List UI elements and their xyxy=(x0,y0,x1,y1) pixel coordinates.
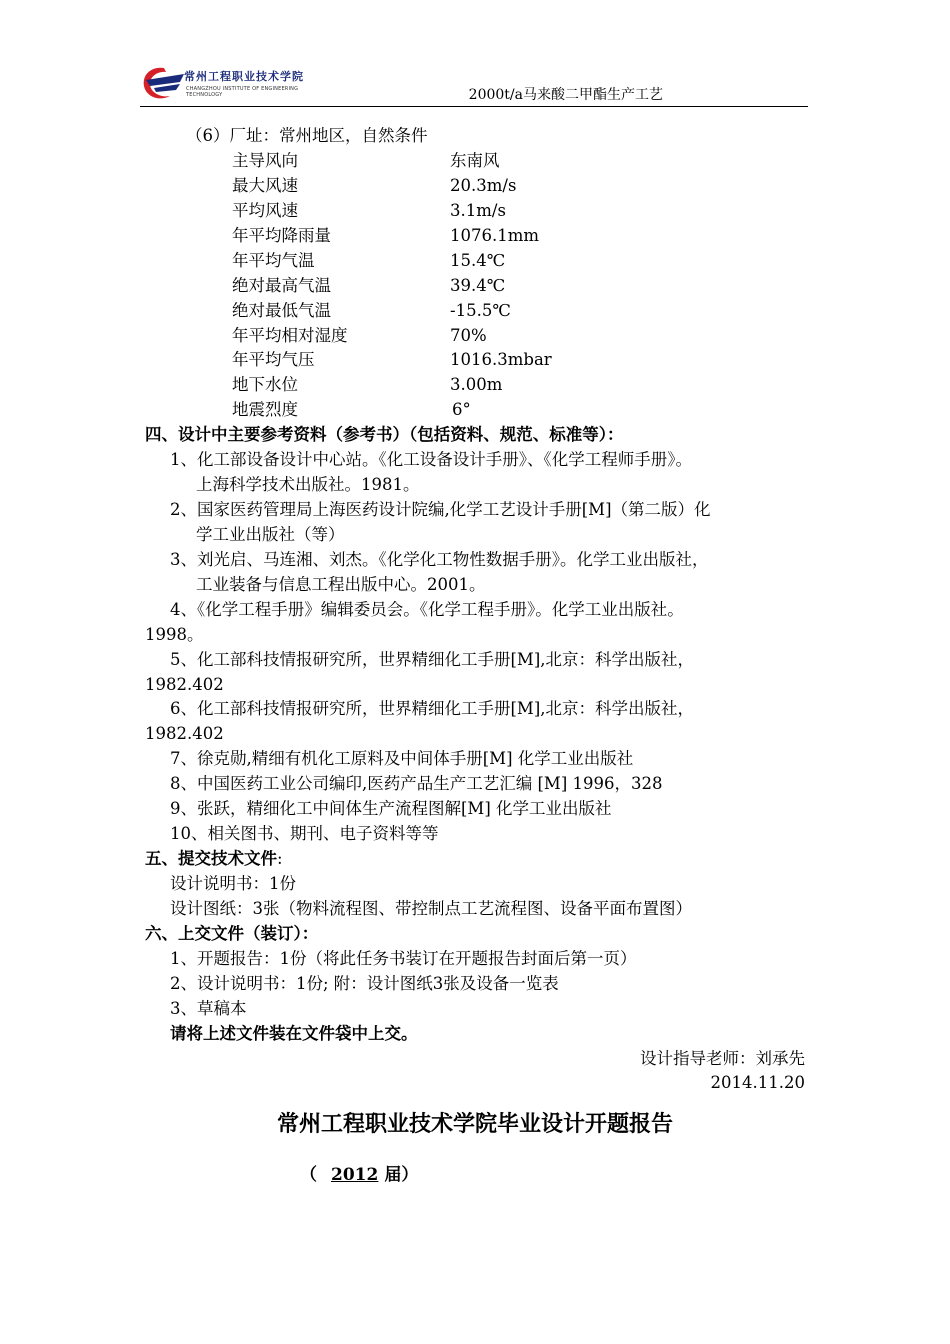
climate-value: 39.4℃ xyxy=(450,276,506,295)
reference-line: 学工业出版社（等） xyxy=(196,525,345,544)
climate-value: 20.3m/s xyxy=(450,176,517,195)
logo-chinese-text: 常州工程职业技术学院 xyxy=(184,70,304,83)
advisor-signature: 设计指导老师：刘承先 xyxy=(640,1049,805,1068)
climate-value: 6° xyxy=(452,400,471,419)
deliverable-line: 设计说明书：1份 xyxy=(170,874,296,893)
reference-line: 3、刘光启、马连湘、刘杰。《化学化工物性数据手册》。化学工业出版社， xyxy=(170,550,709,569)
submission-line: 3、草稿本 xyxy=(170,999,247,1018)
climate-value: 东南风 xyxy=(450,151,500,170)
reference-line: 4、《化学工程手册》编辑委员会。《化学工程手册》。化学工业出版社。 xyxy=(170,600,684,619)
climate-label: 年平均气温 xyxy=(232,251,315,270)
logo-english-text: CHANGZHOU INSTITUTE OF ENGINEERING TECHNOLOGY xyxy=(186,86,299,98)
header-title: 2000t/a马来酸二甲酯生产工艺 xyxy=(468,87,663,103)
climate-label: 年平均相对湿度 xyxy=(232,326,348,345)
climate-label: 平均风速 xyxy=(232,201,298,220)
institute-logo xyxy=(140,62,310,104)
year-open-paren: （ xyxy=(300,1165,317,1185)
climate-value: 3.00m xyxy=(450,375,503,394)
submission-line: 1、开题报告：1份（将此任务书装订在开题报告封面后第一页） xyxy=(170,949,637,968)
deliverable-line: 设计图纸：3张（物料流程图、带控制点工艺流程图、设备平面布置图） xyxy=(170,899,692,918)
report-title: 常州工程职业技术学院毕业设计开题报告 xyxy=(276,1112,673,1137)
submission-line: 2、设计说明书：1份; 附：设计图纸3张及设备一览表 xyxy=(170,974,559,993)
climate-label: 年平均气压 xyxy=(232,350,315,369)
site-heading: （6）厂址：常州地区，自然条件 xyxy=(186,126,428,145)
reference-line: 7、徐克勋,精细有机化工原料及中间体手册[M] 化学工业出版社 xyxy=(170,749,634,768)
climate-label: 绝对最高气温 xyxy=(232,276,331,295)
year-suffix: 届） xyxy=(384,1165,419,1185)
reference-line: 1998。 xyxy=(145,625,204,644)
reference-line: 工业装备与信息工程出版中心。2001。 xyxy=(196,575,486,594)
page-header xyxy=(140,62,808,107)
signature-date: 2014.11.20 xyxy=(710,1073,805,1092)
climate-label: 最大风速 xyxy=(232,176,298,195)
reference-line: 1982.402 xyxy=(145,675,224,694)
section-heading-submission: 六、上交文件（装订）： xyxy=(145,924,319,943)
reference-line: 8、中国医药工业公司编印,医药产品生产工艺汇编 [M] 1996，328 xyxy=(170,774,663,793)
climate-label: 年平均降雨量 xyxy=(232,226,331,245)
climate-label: 地震烈度 xyxy=(232,400,298,419)
submission-note: 请将上述文件装在文件袋中上交。 xyxy=(170,1024,418,1043)
reference-line: 1982.402 xyxy=(145,724,224,743)
climate-value: 3.1m/s xyxy=(450,201,506,220)
climate-value: 15.4℃ xyxy=(450,251,506,270)
climate-label: 绝对最低气温 xyxy=(232,301,331,320)
year-value: 2012 xyxy=(331,1165,379,1185)
reference-line: 上海科学技术出版社。1981。 xyxy=(196,475,420,494)
climate-label: 地下水位 xyxy=(232,375,298,394)
reference-line: 6、化工部科技情报研究所，世界精细化工手册[M],北京：科学出版社， xyxy=(170,699,695,718)
section-heading-text: 五、提交技术文件 xyxy=(145,849,277,868)
reference-line: 9、张跃，精细化工中间体生产流程图解[M] 化学工业出版社 xyxy=(170,799,612,818)
graduation-year xyxy=(300,1160,418,1185)
reference-line: 5、化工部科技情报研究所，世界精细化工手册[M],北京：科学出版社， xyxy=(170,650,695,669)
climate-value: 70% xyxy=(450,326,487,345)
reference-line: 10、相关图书、期刊、电子资料等等 xyxy=(170,824,439,843)
institute-emblem-icon xyxy=(140,62,188,104)
reference-line: 1、化工部设备设计中心站。《化工设备设计手册》、《化学工程师手册》。 xyxy=(170,450,692,469)
section-heading-references: 四、设计中主要参考资料（参考书）（包括资料、规范、标准等）： xyxy=(145,425,624,444)
climate-label: 主导风向 xyxy=(232,151,298,170)
section-heading-deliverables xyxy=(145,848,283,870)
climate-value: -15.5℃ xyxy=(450,301,511,320)
reference-line: 2、国家医药管理局上海医药设计院编,化学工艺设计手册[M]（第二版）化 xyxy=(170,500,711,519)
climate-value: 1076.1mm xyxy=(450,226,540,245)
section-heading-colon: : xyxy=(277,849,283,868)
climate-value: 1016.3mbar xyxy=(450,350,552,369)
